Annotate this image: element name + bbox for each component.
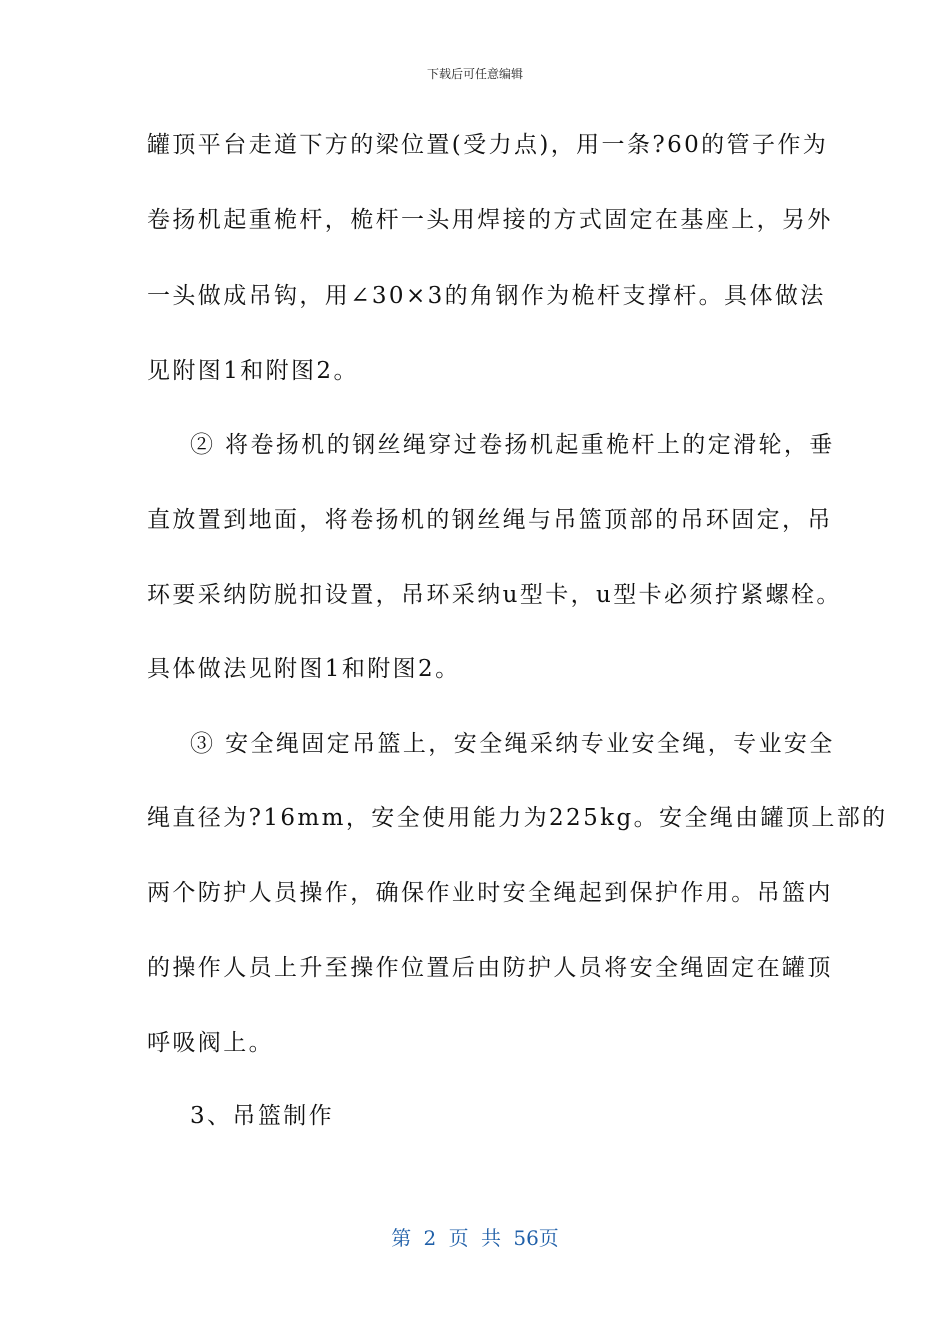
text-line: 罐顶平台走道下方的梁位置(受力点)，用一条?60的管子作为 xyxy=(147,132,829,158)
text-line: 绳直径为?16mm，安全使用能力为225kg。安全绳由罐顶上部的 xyxy=(147,805,888,831)
text-line: 呼吸阀上。 xyxy=(147,1030,274,1056)
text-line: ② 将卷扬机的钢丝绳穿过卷扬机起重桅杆上的定滑轮，垂 xyxy=(190,432,835,458)
text-line: 一头做成吊钩，用∠30×3的角钢作为桅杆支撑杆。具体做法 xyxy=(147,283,826,309)
page-header-note: 下载后可任意编辑 xyxy=(426,67,523,81)
section-heading: 3、吊篮制作 xyxy=(190,1103,335,1129)
page-number-footer: 第 2 页 共 56页 xyxy=(391,1226,559,1250)
text-line: 具体做法见附图1和附图2。 xyxy=(147,656,461,682)
text-line: 直放置到地面，将卷扬机的钢丝绳与吊篮顶部的吊环固定，吊 xyxy=(147,507,833,533)
text-line: ③ 安全绳固定吊篮上，安全绳采纳专业安全绳，专业安全 xyxy=(190,731,835,757)
text-line: 两个防护人员操作，确保作业时安全绳起到保护作用。吊篮内 xyxy=(147,880,833,906)
text-line: 环要采纳防脱扣设置，吊环采纳u型卡，u型卡必须拧紧螺栓。 xyxy=(147,582,842,608)
text-line: 见附图1和附图2。 xyxy=(147,358,359,384)
text-line: 的操作人员上升至操作位置后由防护人员将安全绳固定在罐顶 xyxy=(147,955,833,981)
text-line: 卷扬机起重桅杆，桅杆一头用焊接的方式固定在基座上，另外 xyxy=(147,207,833,233)
